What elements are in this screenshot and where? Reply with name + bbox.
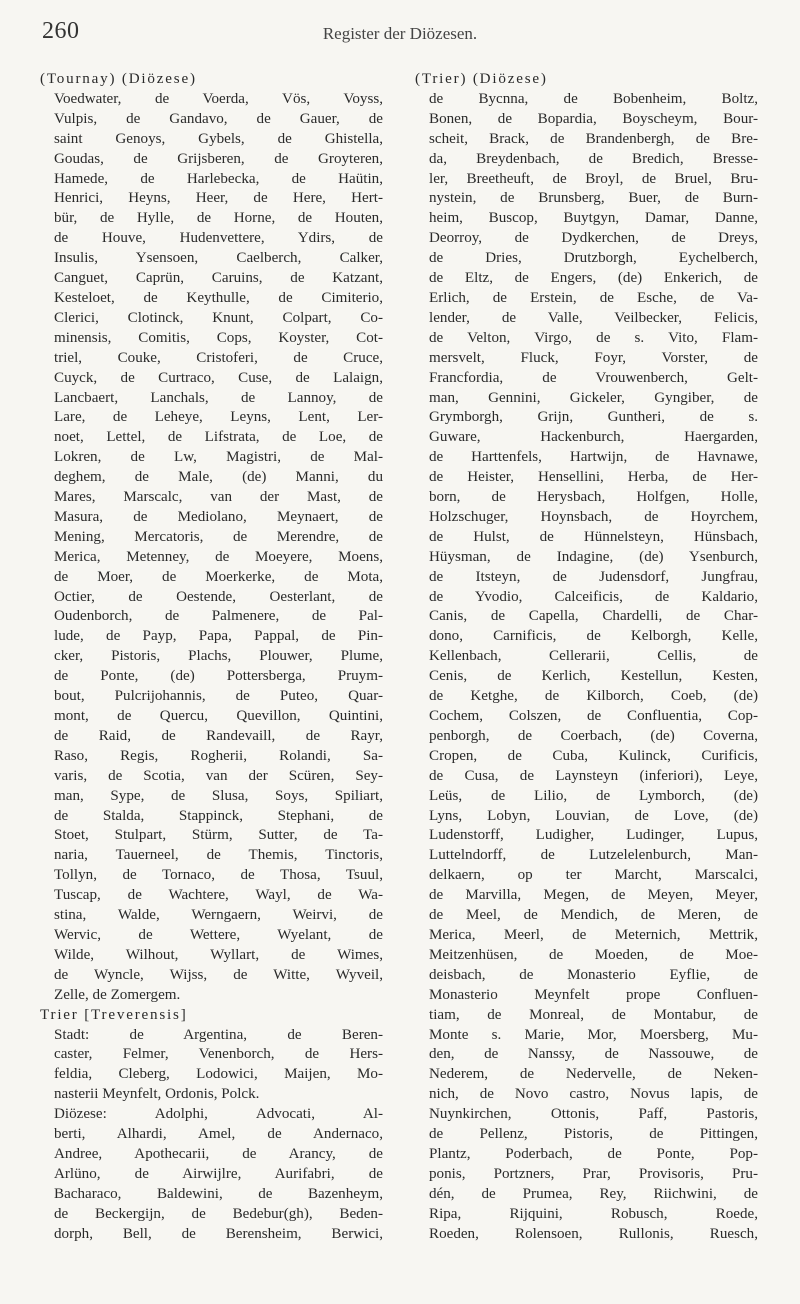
text-line: Arlüno, de Airwijlre, Aurifabri, de [54,1165,383,1182]
text-line: Henrici, Heyns, Heer, de Here, Hert- [54,190,383,207]
text-line: de Wyncle, Wijss, de Witte, Wyveil, [54,966,383,983]
text-line: Monte s. Marie, Mor, Moersberg, Mu- [429,1026,758,1043]
text-line: de Moer, de Moerkerke, de Mota, [54,568,383,585]
text-line: Oudenborch, de Palmenere, de Pal- [54,608,383,625]
text-line: heim, Buscop, Buytgyn, Damar, Danne, [429,210,758,227]
text-line: Andree, Apothecarii, de Arancy, de [54,1145,383,1162]
text-line: cker, Pistoris, Plachs, Plouwer, Plume, [54,648,383,665]
text-line: Francfordia, de Vrouwenberch, Gelt- [429,369,758,386]
text-line: de Marvilla, Megen, de Meyen, Meyer, [429,887,758,904]
text-line: born, de Herysbach, Holfgen, Holle, [429,489,758,506]
text-line: (Trier) (Diözese) [415,71,548,87]
text-line: naria, Tauerneel, de Themis, Tinctoris, [54,847,383,864]
text-line: Ripa, Rijquini, Robusch, Roede, [429,1205,758,1222]
text-line: Mares, Marscalc, van der Mast, de [54,489,383,506]
text-line: Cenis, de Kerlich, Kestellun, Kesten, [429,668,758,685]
text-line: Meitzenhüsen, de Moeden, de Moe- [429,946,758,963]
text-line: Lancbaert, Lanchals, de Lannoy, de [54,389,383,406]
text-line: Zelle, de Zomergem. [54,986,181,1003]
text-line: Leüs, de Lilio, de Lymborch, (de) [429,787,758,804]
right-column [415,70,758,1244]
text-line: Deorroy, de Dydkerchen, de Dreys, [429,230,758,247]
text-line: de Houve, Hudenvettere, Ydirs, de [54,230,383,247]
text-line: Kesteloet, de Keythulle, de Cimiterio, [54,289,383,306]
text-line: Tollyn, de Tornaco, de Thosa, Tsuul, [54,867,383,884]
text-line: Hamede, de Harlebecka, de Haütin, [54,170,383,187]
text-line: Ludenstorff, Ludigher, Ludinger, Lupus, [429,827,758,844]
text-line: delkaern, op ter Marcht, Marscalci, [429,867,758,884]
text-line: de Ponte, (de) Pottersberga, Pruym- [54,668,383,685]
text-line: dorph, Bell, de Berensheim, Berwici, [54,1225,383,1242]
text-line: bür, de Hylle, de Horne, de Houten, [54,210,383,227]
text-line: ponis, Portzners, Prar, Provisoris, Pru- [429,1165,758,1182]
text-line: minensis, Comitis, Cops, Koyster, Cot- [54,329,383,346]
text-line: deisbach, de Monasterio Eyflie, de [429,966,758,983]
text-line: Holzschuger, Hoynsbach, de Hoyrchem, [429,508,758,525]
text-line: Mening, Mercatoris, de Merendre, de [54,528,383,545]
text-line: de Harttenfels, Hartwijn, de Havnawe, [429,449,758,466]
text-line: de Dries, Drutzborgh, Eychelberch, [429,250,758,267]
text-line: varis, de Scotia, van der Scüren, Sey- [54,767,383,784]
text-line: de Ketghe, de Kilborch, Coeb, (de) [429,688,758,705]
text-line: Monasterio Meynfelt prope Confluen- [429,986,758,1003]
text-line: Roeden, Rolensoen, Rullonis, Ruesch, [429,1225,758,1242]
text-line: Luttelndorff, de Lutzelelenburch, Man- [429,847,758,864]
text-line: lude, de Payp, Papa, Pappal, de Pin- [54,628,383,645]
text-line: Wilde, Wilhout, Wyllart, de Wimes, [54,946,383,963]
text-line: stina, Walde, Werngaern, Weirvi, de [54,907,383,924]
text-line: Voedwater, de Voerda, Vös, Voyss, [54,90,383,107]
left-column [40,70,383,1244]
text-line: scheit, Brack, de Brandenbergh, de Bre- [429,130,758,147]
text-line: Lare, de Leheye, Leyns, Lent, Ler- [54,409,383,426]
text-line: Lyns, Lobyn, Louvian, de Love, (de) [429,807,758,824]
text-line: Cuyck, de Curtraco, Cuse, de Lalaign, [54,369,383,386]
text-line: Trier [Treverensis] [40,1006,188,1023]
text-line: Erlich, de Erstein, de Esche, de Va- [429,289,758,306]
text-line: Cropen, de Cuba, Kulinck, Curificis, [429,747,758,764]
text-line: Merica, Meerl, de Meternich, Mettrik, [429,926,758,943]
text-line: (Tournay) (Diözese) [40,71,197,87]
text-line: Nederem, de Nedervelle, de Neken- [429,1066,758,1083]
text-line: dono, Carnificis, de Kelborgh, Kelle, [429,628,758,645]
running-title: Register der Diözesen. [322,24,478,43]
text-line: Vulpis, de Gandavo, de Gauer, de [54,110,383,127]
text-line: Raso, Regis, Rogherii, Rolandi, Sa- [54,747,383,764]
text-line: Goudas, de Grijsberen, de Groyteren, [54,150,383,167]
text-line: de Raid, de Randevaill, de Rayr, [54,727,383,744]
text-line: saint Genoys, Gybels, de Ghistella, [54,130,383,147]
text-line: de Stalda, Stappinck, Stephani, de [54,807,383,824]
text-line: de Velton, Virgo, de s. Vito, Flam- [429,329,758,346]
text-line: Clerici, Clotinck, Knunt, Colpart, Co- [54,309,383,326]
text-line: man, Gennini, Gickeler, Gyngiber, de [429,389,758,406]
running-head [0,18,800,48]
text-line: Canis, de Capella, Chardelli, de Char- [429,608,758,625]
text-line: Stadt: de Argentina, de Beren- [54,1026,383,1043]
text-line: mersvelt, Fluck, Foyr, Vorster, de [429,349,758,366]
text-line: Canguet, Caprün, Caruins, de Katzant, [54,270,383,287]
text-line: Bacharaco, Baldewini, de Bazenheym, [54,1185,383,1202]
text-line: penborgh, de Coerbach, (de) Coverna, [429,727,758,744]
text-line: Nuynkirchen, Ottonis, Paff, Pastoris, [429,1106,758,1123]
text-line: de Meel, de Mendich, de Meren, de [429,907,758,924]
text-line: triel, Couke, Cristoferi, de Cruce, [54,349,383,366]
text-line: de Itsteyn, de Judensdorf, Jungfrau, [429,568,758,585]
text-line: nasterii Meynfelt, Ordonis, Polck. [54,1086,260,1103]
text-line: noet, Lettel, de Lifstrata, de Loe, de [54,429,383,446]
text-line: Cochem, Colszen, de Confluentia, Cop- [429,708,758,724]
text-line: nich, de Novo castro, Novus lapis, de [429,1086,758,1103]
text-line: Octier, de Oestende, Oesterlant, de [54,588,383,605]
text-line: bout, Pulcrijohannis, de Puteo, Quar- [54,688,383,705]
text-line: deghem, de Male, (de) Manni, du [54,469,383,486]
text-line: nystein, de Brunsberg, Buer, de Burn- [429,190,758,207]
text-line: Guware, Hackenburch, Haergarden, [429,429,758,446]
text-line: Tuscap, de Wachtere, Wayl, de Wa- [54,887,383,904]
text-line: Wervic, de Wettere, Wyelant, de [54,926,383,943]
text-line: Diözese: Adolphi, Advocati, Al- [54,1106,383,1123]
text-line: Insulis, Ysensoen, Caelberch, Calker, [54,250,383,267]
text-line: tiam, de Monreal, de Montabur, de [429,1006,758,1023]
text-line: de Pellenz, Pistoris, de Pittingen, [429,1126,758,1143]
text-line: de Hulst, de Hünnelsteyn, Hünsbach, [429,528,758,545]
text-line: den, de Nanssy, de Nassouwe, de [429,1046,758,1063]
text-line: Merica, Metenney, de Moeyere, Moens, [54,548,383,565]
text-line: de Eltz, de Engers, (de) Enkerich, de [429,270,758,287]
text-line: de Heister, Hensellini, Herba, de Her- [429,469,758,486]
text-line: feldia, Cleberg, Lodowici, Maijen, Mo- [54,1066,383,1083]
text-line: de Beckergijn, de Bedebur(gh), Beden- [54,1205,383,1222]
text-line: Grymborgh, Grijn, Guntheri, de s. [429,409,758,426]
text-line: berti, Alhardi, Amel, de Andernaco, [54,1126,383,1143]
text-line: Stoet, Stulpart, Stürm, Sutter, de Ta- [54,827,383,844]
text-line: de Cusa, de Laynsteyn (inferiori), Leye, [429,767,758,784]
text-line: de Yvodio, Calceificis, de Kaldario, [429,588,758,605]
text-line: Kellenbach, Cellerarii, Cellis, de [429,648,758,665]
text-line: mont, de Quercu, Quevillon, Quintini, [54,708,383,724]
text-line: Plantz, Poderbach, de Ponte, Pop- [429,1145,758,1162]
text-line: ler, Breetheuft, de Broyl, de Bruel, Bru- [429,170,758,187]
text-line: Lokren, de Lw, Magistri, de Mal- [54,449,383,466]
text-line: Hüysman, de Indagine, (de) Ysenburch, [429,548,758,565]
text-line: man, Sype, de Slusa, Soys, Spiliart, [54,787,383,804]
text-line: lender, de Valle, Veilbecker, Felicis, [429,309,758,326]
text-line: Masura, de Mediolano, Meynaert, de [54,508,383,525]
page-number: 260 [42,18,80,44]
text-line: Bonen, de Bopardia, Boyscheym, Bour- [429,110,758,127]
text-line: caster, Felmer, Venenborch, de Hers- [54,1046,383,1063]
text-line: da, Breydenbach, de Bredich, Bresse- [429,150,758,167]
text-line: de Bycnna, de Bobenheim, Boltz, [429,90,758,107]
text-line: dén, de Prumea, Rey, Riichwini, de [429,1185,758,1202]
